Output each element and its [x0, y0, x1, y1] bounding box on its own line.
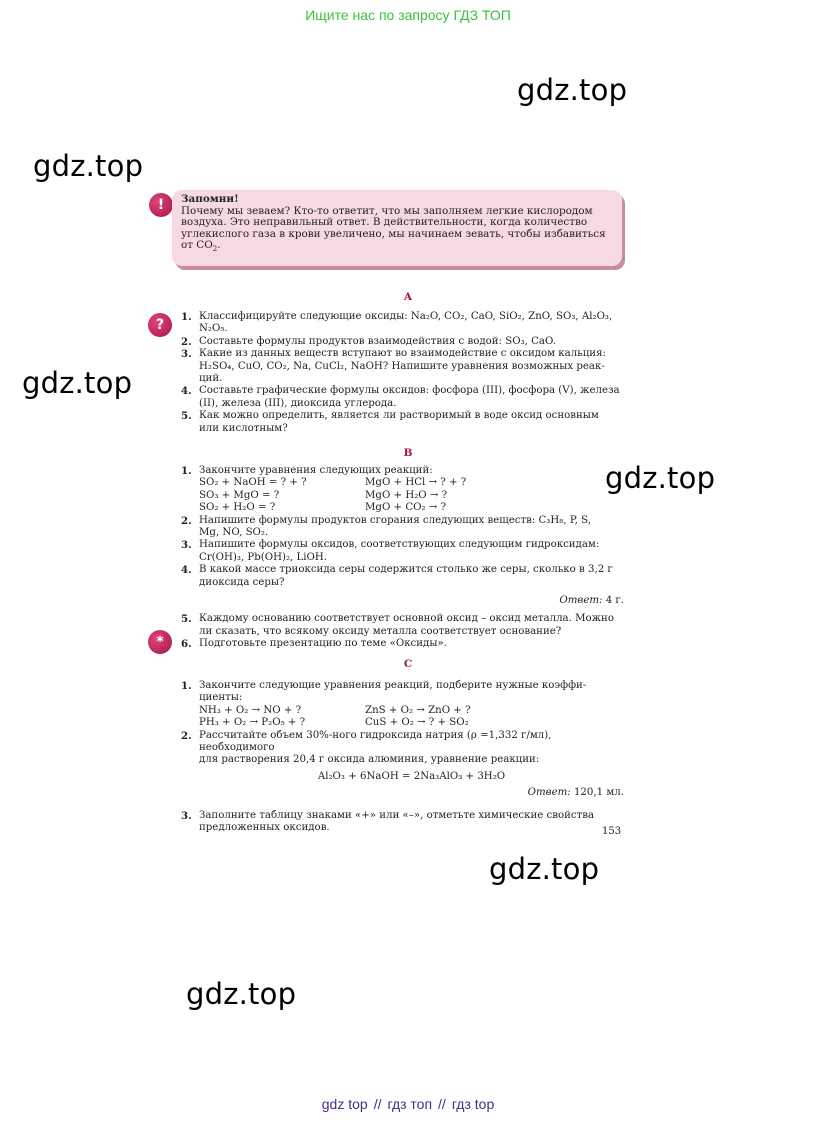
question-item: 4. В какой массе триоксида серы содержится столько же серы, сколько в 3,2 г диоксида серы? Ответ: 4 г. [181, 564, 624, 607]
question-item: 2. Напишите формулы продуктов сгорания следующих веществ: C₃H₈, P, S, Mg, NO, SO₂. [181, 514, 591, 539]
footer-separator: // [373, 1096, 382, 1112]
answer-line: Ответ: 4 г. [559, 595, 624, 607]
footer-link[interactable]: гдз top [451, 1096, 495, 1112]
question-item: 1. Закончите уравнения следующих реакций: SO₂ + NaOH = ? + ? MgO + HCl → ? + ? SO₃ + MgO = ? MgO + H₂O → ? SO₂ + H₂O = ? MgO + CO₂ → ? [178, 465, 624, 515]
question-item: 5. Как можно определить, является ли растворимый в воде оксид основным или кислотным? [181, 410, 599, 434]
section-title-a: A [403, 291, 413, 303]
remember-line: углекислого газа в крови увеличено, мы начинаем зевать, чтобы избавиться [181, 227, 606, 240]
page-number: 153 [602, 826, 622, 837]
section-title-c: C [403, 658, 413, 670]
watermark: gdz.top [517, 73, 628, 107]
question-item: 6. Подготовьте презентацию по теме «Оксиды». [181, 638, 447, 651]
question-item: 3. Какие из данных веществ вступают во взаимодействие с оксидом кальция: H₂SO₄, CuO, CO₂, Na, CuCl₂, NaOH? Напишите уравнения возможных реак- ций. [181, 348, 606, 385]
equation-grid: NH₃ + O₂ → NO + ? ZnS + O₂ → ZnO + ? PH₃ + O₂ → P₂O₅ + ? CuS + O₂ → ? + SO₂ [199, 704, 471, 729]
question-item: 3. Напишите формулы оксидов, соответствующих следующим гидроксидам: Cr(OH)₃, Pb(OH)₂, LiOH. [181, 539, 600, 563]
remember-line: воздуха. Это неправильный ответ. В действительности, когда количество [181, 216, 588, 229]
remember-line: Почему мы зеваем? Кто-то ответит, что мы заполняем легкие кислородом [181, 204, 593, 217]
remember-line: от $CO_2$. [181, 239, 221, 254]
footer-links [0, 1096, 816, 1112]
remember-box [172, 190, 622, 266]
section-title-b: B [403, 447, 413, 459]
section-a-questions [178, 311, 624, 435]
watermark: gdz.top [22, 366, 133, 400]
reaction-equation: Al₂O₃ + 6NaOH = 2Na₃AlO₃ + 3H₂O [317, 770, 506, 782]
question-item: 5. Каждому основанию соответствует основной оксид – оксид металла. Можно ли сказать, что всякому оксиду металла соответствует основание? [181, 613, 614, 637]
watermark: gdz.top [605, 461, 716, 495]
watermark: gdz.top [489, 852, 600, 886]
question-item: 3. Заполните таблицу знаками «+» или «–», отметьте химические свойства предложенных оксидов. [181, 809, 595, 834]
question-item: 2. Составьте формулы продуктов взаимодействия с водой: SO₃, CaO. [181, 335, 556, 348]
footer-separator: // [438, 1096, 446, 1112]
question-icon: ? [148, 313, 172, 337]
watermark: gdz.top [33, 149, 144, 183]
answer-line: Ответ: 120,1 мл. [527, 787, 624, 799]
footer-link[interactable]: gdz top [321, 1096, 368, 1112]
remember-title: Запомни! [181, 193, 239, 205]
question-item: 1. Закончите следующие уравнения реакций, подберите нужные коэффи- циенты: NH₃ + O₂ → NO + ? ZnS + O₂ → ZnO + ? PH₃ + O₂ → P₂O₅ + ? CuS + O₂ → ? + SO₂ [178, 680, 624, 730]
search-hint-link[interactable]: Ищите нас по запросу ГДЗ ТОП [305, 7, 511, 23]
star-icon: * [148, 630, 172, 654]
section-b-questions [178, 465, 624, 651]
question-item: 4. Составьте графические формулы оксидов: фосфора (III), фосфора (V), железа (II), железа (III), диоксида углерода. [181, 385, 620, 409]
watermark: gdz.top [186, 977, 297, 1011]
question-item: 1. Классифицируйте следующие оксиды: Na₂O, CO₂, CaO, SiO₂, ZnO, SO₃, Al₂O₃, N₂O₅. [181, 311, 613, 335]
question-item: 2. Рассчитайте объем 30%-ного гидроксида натрия (ρ =1,332 г/мл), необходимого для растворения 20,4 г оксида алюминия, уравнение реакции: Al₂O₃ + 6NaOH = 2Na₃AlO₃ + 3H₂O Ответ: 120,1 мл. [181, 729, 624, 799]
section-c-questions [178, 680, 624, 834]
exclamation-icon: ! [149, 193, 173, 217]
footer-link[interactable]: гдз топ [387, 1096, 433, 1112]
equation-grid: SO₂ + NaOH = ? + ? MgO + HCl → ? + ? SO₃ + MgO = ? MgO + H₂O → ? SO₂ + H₂O = ? MgO + CO₂ → ? [199, 477, 467, 514]
